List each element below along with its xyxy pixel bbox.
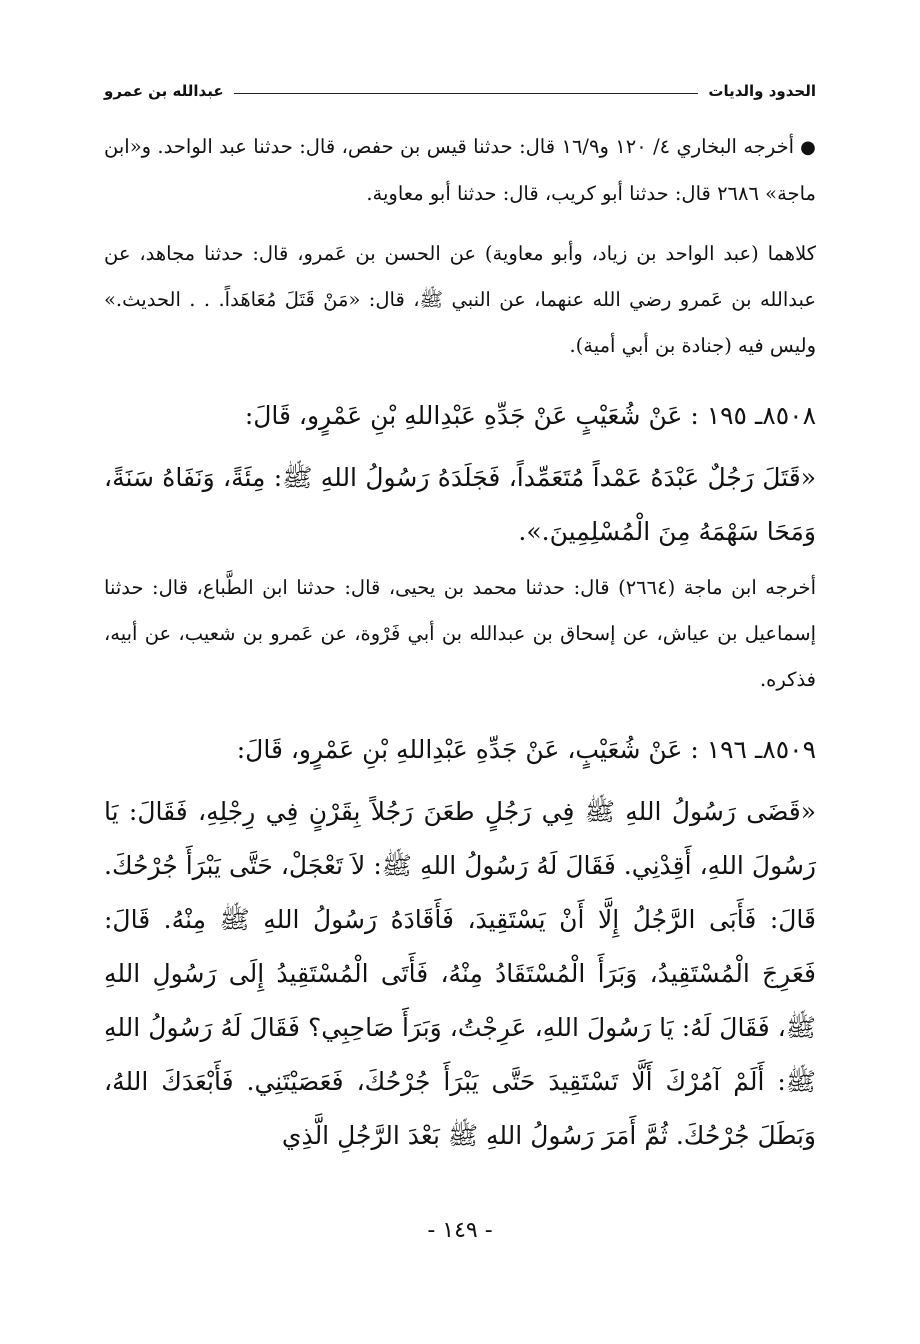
hadith-8508-heading: ٨٥٠٨ـ ١٩٥ : عَنْ شُعَيْبٍ عَنْ جَدِّهِ عَبْدِاللهِ بْنِ عَمْرٍو، قَالَ: bbox=[244, 401, 816, 430]
bullet-icon: ● bbox=[800, 137, 816, 158]
header-rule bbox=[234, 93, 699, 94]
header-chapter-title: الحدود والديات bbox=[708, 82, 816, 100]
hadith-8508-text: «قَتَلَ رَجُلٌ عَبْدَهُ عَمْداً مُتَعَمِّداً، فَجَلَدَهُ رَسُولُ اللهِ ﷺ: مِئَةً، وَنَفَاهُ سَنَةً، وَمَحَا سَهْمَهُ مِنَ الْمُسْلِمِينَ.». bbox=[104, 463, 816, 546]
page-body bbox=[104, 124, 816, 1163]
footnote-paragraph-1 bbox=[104, 124, 816, 217]
running-header bbox=[104, 76, 816, 100]
hadith-8509-heading: ٨٥٠٩ـ ١٩٦ : عَنْ شُعَيْبٍ، عَنْ جَدِّهِ عَبْدِاللهِ بْنِ عَمْرٍو، قَالَ: bbox=[236, 735, 816, 764]
footnote-text-1: أخرجه البخاري ٤/ ١٢٠ و١٦/٩ قال: حدثنا قيس بن حفص، قال: حدثنا عبد الواحد. و«ابن ماجة» ٢٦٨٦ قال: حدثنا أبو كريب، قال: حدثنا أبو معاوية. bbox=[104, 135, 816, 205]
footnote-paragraph-3: أخرجه ابن ماجة (٢٦٦٤) قال: حدثنا محمد بن يحيى، قال: حدثنا ابن الطَّباع، قال: حدثنا إسماعيل بن عياش، عن إسحاق بن عبدالله بن أبي فَرْوة، عن عَمرو بن شعيب، عن أبيه، فذكره. bbox=[104, 576, 816, 691]
page-number: - ١٤٩ - bbox=[427, 1218, 493, 1243]
hadith-8509-text: «قَضَى رَسُولُ اللهِ ﷺ فِي رَجُلٍ طعَنَ رَجُلاً بِقَرْنٍ فِي رِجْلِهِ، فَقَالَ: يَا رَسُولَ اللهِ، أَقِدْنِي. فَقَالَ لَهُ رَسُولُ اللهِ ﷺ: لاَ تَعْجَلْ، حَتَّى يَبْرَأَ جُرْحُكَ. قَالَ: فَأَبَى الرَّجُلُ إِلَّا أَنْ يَسْتَقِيدَ، فَأَقَادَهُ رَسُولُ اللهِ ﷺ مِنْهُ. قَالَ: فَعَرِجَ الْمُسْتَقِيدُ، وَبَرَأَ الْمُسْتَقَادُ مِنْهُ، فَأَتَى الْمُسْتَقِيدُ إِلَى رَسُولِ اللهِ ﷺ، فَقَالَ لَهُ: يَا رَسُولَ اللهِ، عَرِجْتُ، وَبَرَأَ صَاحِبِي؟ فَقَالَ لَهُ رَسُولُ اللهِ ﷺ: أَلَمْ آمُرْكَ أَلَّا تَسْتَقِيدَ حَتَّى يَبْرَأَ جُرْحُكَ، فَعَصَيْتَنِي. فَأَبْعَدَكَ اللهُ، وَبَطَلَ جُرْحُكَ. ثُمَّ أَمَرَ رَسُولُ اللهِ ﷺ بَعْدَ الرَّجُلِ الَّذِي bbox=[104, 797, 816, 1150]
header-narrator: عبدالله بن عمرو bbox=[104, 82, 224, 100]
footnote-paragraph-2: كلاهما (عبد الواحد بن زياد، وأبو معاوية) عن الحسن بن عَمرو، قال: حدثنا مجاهد، عن عبدالله بن عَمرو رضي الله عنهما، عن النبي ﷺ، قال: «مَنْ قَتَلَ مُعَاهَداً. . . الحديث.» وليس فيه (جنادة بن أبي أمية). bbox=[104, 242, 816, 357]
